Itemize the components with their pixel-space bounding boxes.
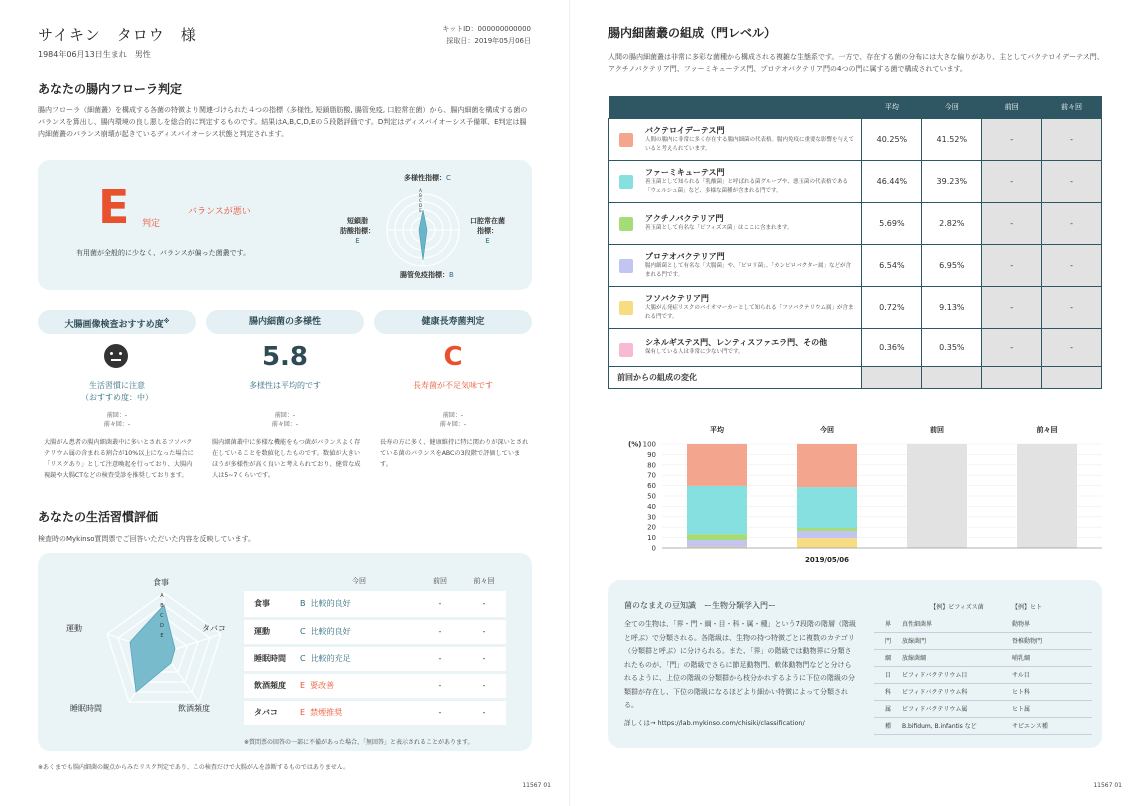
flora-radar-scale: A B C D E — [419, 188, 423, 213]
card-colon-desc: 大腸がん患者の腸内細菌叢中に多いとされるフソバクテリウム属の含まれる割合が10%以上になった場合に「リスクあり」として注意喚起を行っており、大腸内視鏡や大腸CTなどの検査受診を推奨しております。 — [44, 439, 194, 479]
life-radar-exercise: 運動 — [66, 624, 82, 633]
page-number: 11567 01 — [522, 782, 551, 789]
card-longevity-prev: 前回：- 前々回：- — [439, 412, 467, 428]
flora-balance: バランスが悪い — [188, 207, 251, 217]
life-title: あなたの生活習慣評価 — [38, 510, 159, 524]
page-number-right: 11567 01 — [1093, 782, 1122, 789]
table-row: タバコ E 禁煙推奨 - - — [244, 699, 506, 726]
trivia-link[interactable]: 詳しくは→ https://lab.mykinso.com/chisiki/classification/ — [624, 719, 805, 727]
flora-grade: E — [98, 180, 130, 234]
card-diversity-status: 多様性は平均的です — [249, 381, 321, 390]
x-category-label: 今回 — [820, 426, 834, 434]
bar-missing — [907, 444, 967, 548]
kit-info — [442, 23, 531, 47]
bar-segment — [797, 528, 857, 531]
diversity-value: 5.8 — [261, 342, 309, 372]
y-tick-label: 80 — [647, 461, 656, 470]
table-row: 界 真性細菌界 動物界 — [874, 615, 1092, 632]
x-category-label: 前回 — [930, 426, 944, 434]
flora-summary: 有用菌が全般的に少なく、バランスが偏った菌叢です。 — [76, 249, 251, 257]
radar-bottom-label: 腸管免疫指標：B — [400, 271, 454, 279]
bar-segment — [797, 531, 857, 538]
y-axis-label: (%) — [628, 440, 642, 449]
flora-grade-suffix: 判定 — [142, 219, 161, 229]
composition-desc: 人間の腸内細菌叢は非常に多彩な菌種から構成される複雑な生態系です。一方で、存在する菌の分布には大きな偏りがあり、主としてバクテロイデーテス門、アクチノバクテリア門、ファーミキューテス門、プロテオバクテリア門の4つの門に属する菌で構成されています。 — [608, 53, 1104, 73]
life-radar-food: 食事 — [153, 578, 169, 587]
card-colon-title: 大腸画像検査おすすめ度※ — [38, 310, 196, 334]
swatch-firmicutes — [619, 175, 633, 189]
table-row: ファーミキューテス門 善玉菌として知られる「乳酸菌」と呼ばれる菌グループや、悪玉菌の代表格である「ウェルシュ菌」など、多様な菌種が含まれる門です。 46.44% 39.23% - - — [609, 160, 1102, 202]
table-row: シネルギステス門、レンティスファエラ門、その他 保有している人は非常に少ない門です。 0.36% 0.35% - - — [609, 328, 1102, 366]
table-row: 睡眠時間 C 比較的充足 - - — [244, 645, 506, 672]
flora-title: あなたの腸内フローラ判定 — [38, 82, 183, 96]
bar-missing — [1017, 444, 1077, 548]
composition-table: 平均 今回 前回 前々回 バクテロイデーテス門 人間の腸内に非常に多く存在する腸内細菌の代表格。腸内免疫に重要な影響を与えていると考えられています。 40.25% 41.52% - - ファーミキューテス門 善玉菌として知られる「乳酸菌」と呼ばれる菌グループや、悪玉菌の代表格である「ウェルシュ菌」など、多様な菌種が含まれる門です。 46.44% 39.23% - - アクチノバクテリア門 善玉菌として有名な「ビフィズス菌」はここに含まれます。 5.69% 2.82% - - プロテオバクテリア門 腸内細菌として有名な「大腸菌」や、「ピロリ菌」、「カンピロバクター属」などが含まれる門です。 6.54% 6.95% - - フソバクテリア門 大腸がん発症リスクのバイオマーカーとして知られる「フソバクテリウム属」が含まれる門です。 0.72% 9.13% - - シネルギステス門、レンティスファエラ門、その他 保有している人は非常に少ない門です。 0.36% 0.35% - - 前回からの組成の変化 — [608, 96, 1102, 389]
y-tick-label: 100 — [642, 440, 656, 449]
bar-segment — [687, 540, 747, 547]
neutral-face-icon — [104, 344, 128, 368]
x-category-label: 前々回 — [1036, 426, 1058, 434]
table-row: プロテオバクテリア門 腸内細菌として有名な「大腸菌」や、「ピロリ菌」、「カンピロバクター属」などが含まれる門です。 6.54% 6.95% - - — [609, 244, 1102, 286]
radar-left-label: 短鎖脂 肪酸指標： E — [340, 217, 375, 245]
taxonomy-table: 【例】ビフィズス菌 【例】ヒト 界 真性細菌界 動物界 門 放線菌門 脊椎動物門 綱 放線菌綱 哺乳綱 目 ビフィドバクテリウム目 サル目 科 ビフィドバクテリウム科 ヒト科 属 ビフィドバクテリウム属 ヒト属 種 B.bifidum, B.infantis など サピエンス種 — [874, 598, 1092, 735]
y-tick-label: 90 — [647, 450, 656, 459]
card-longevity-status: 長寿菌が不足気味です — [413, 381, 493, 390]
bar-segment — [797, 487, 857, 528]
table-row: 飲酒頻度 E 要改善 - - — [244, 672, 506, 699]
table-row: 科 ビフィドバクテリウム科 ヒト科 — [874, 683, 1092, 700]
kit-id: キットID：000000000000 — [442, 25, 531, 33]
x-axis-label: 2019/05/06 — [804, 556, 850, 564]
life-radar-sleep: 睡眠時間 — [70, 704, 102, 713]
flora-panel — [38, 160, 532, 290]
life-radar-tobacco: タバコ — [202, 624, 226, 633]
bar-segment — [687, 486, 747, 534]
y-tick-label: 0 — [651, 544, 656, 553]
table-row: 目 ビフィドバクテリウム目 サル目 — [874, 666, 1092, 683]
table-row: アクチノバクテリア門 善玉菌として有名な「ビフィズス菌」はここに含まれます。 5.69% 2.82% - - — [609, 202, 1102, 244]
card-colon-status: 生活習慣に注意 （おすすめ度：中） — [80, 381, 154, 402]
y-tick-label: 30 — [647, 513, 656, 522]
right-page — [570, 0, 1140, 806]
table-row: 属 ビフィドバクテリウム属 ヒト属 — [874, 700, 1092, 717]
flora-radar-chart — [383, 190, 463, 270]
radar-top-label: 多様性指標：C — [404, 174, 451, 182]
composition-bar-chart — [608, 418, 1108, 573]
life-panel — [38, 553, 532, 751]
life-radar-alcohol: 飲酒頻度 — [178, 704, 210, 713]
bar-segment — [687, 547, 747, 548]
table-row: 運動 C 比較的良好 - - — [244, 618, 506, 645]
patient-birth: 1984年06月13日生まれ 男性 — [38, 50, 151, 59]
swatch-fusobacteria — [619, 301, 633, 315]
y-tick-label: 50 — [647, 492, 656, 501]
y-tick-label: 70 — [647, 471, 656, 480]
longevity-grade: C — [443, 342, 463, 372]
footer-note: ※あくまでも腸内細菌の観点からみたリスク判定であり、この検査だけで大腸がんを診断するものではありません。 — [38, 764, 350, 771]
y-tick-label: 20 — [647, 523, 656, 532]
card-diversity-desc: 腸内細菌叢中に多様な機能をもつ菌がバランスよく存在していることを数値化したものです。数値が大きいほうが多様性が高く良いと考えられており、健常な成人は5~7くらいです。 — [212, 439, 361, 479]
bar-segment — [687, 534, 747, 540]
flora-desc: 腸内フローラ（細菌叢）を構成する各菌の特徴より関連づけられた４つの指標（多様性, 短鎖脂肪酸, 腸管免疫, 口腔常在菌）から、腸内細菌を構成する菌のバランスを算出し、腸内環境の良し悪しを総合的に判定するものです。結果はA,B,C,D,Eの５段階評価です。D判定はディスバイオーシス予備軍、E判定は腸内細菌叢のバランス崩壊が起きているディスバイオーシス状態と判定されます。 — [38, 106, 528, 138]
card-diversity-prev: 前回：- 前々回：- — [271, 412, 299, 428]
composition-title: 腸内細菌叢の組成（門レベル） — [608, 26, 777, 40]
table-row: バクテロイデーテス門 人間の腸内に非常に多く存在する腸内細菌の代表格。腸内免疫に重要な影響を与えていると考えられています。 40.25% 41.52% - - — [609, 118, 1102, 160]
y-tick-label: 40 — [647, 502, 656, 511]
table-row: 種 B.bifidum, B.infantis など サピエンス種 — [874, 717, 1092, 734]
bar-segment — [687, 444, 747, 486]
swatch-actinobacteria — [619, 217, 633, 231]
card-diversity-title: 腸内細菌の多様性 — [206, 310, 364, 334]
life-radar-scale: A B C D E — [160, 593, 164, 639]
life-table: 今回 前回 前々回 食事 B 比較的良好 - - 運動 C 比較的良好 - - 睡眠時間 C 比較的充足 - - 飲酒頻度 E 要改善 - - タバコ E 禁煙推奨 - - — [244, 571, 506, 728]
life-desc: 検査時のMykinso質問票でご回答いただいた内容を反映しています。 — [38, 535, 255, 543]
table-row: フソバクテリア門 大腸がん発症リスクのバイオマーカーとして知られる「フソバクテリウム属」が含まれる門です。 0.72% 9.13% - - — [609, 286, 1102, 328]
swatch-bacteroidetes — [619, 133, 633, 147]
trivia-panel — [608, 580, 1102, 748]
life-note: ※質問票の回答の一部に不備があった場合、「無回答」と表示されることがあります。 — [244, 739, 474, 746]
patient-name: サイキン タロウ 様 — [38, 26, 197, 44]
swatch-others — [619, 343, 633, 357]
table-row: 門 放線菌門 脊椎動物門 — [874, 632, 1092, 649]
y-tick-label: 10 — [647, 534, 656, 543]
swatch-proteobacteria — [619, 259, 633, 273]
radar-right-label: 口腔常在菌 指標： E — [470, 217, 505, 245]
x-category-label: 平均 — [710, 426, 724, 434]
card-longevity-title: 健康長寿菌判定 — [374, 310, 532, 334]
trivia-title: 菌のなまえの豆知識 ー生物分類学入門ー — [624, 601, 776, 610]
collect-date: 採取日：2019年05月06日 — [446, 37, 531, 45]
trivia-text: 全ての生物は、「界・門・綱・目・科・属・種」という7段階の階層（階級と呼ぶ）で分類される。各階級は、生物の持つ特徴ごとに複数のカテゴリ（分類群と呼ぶ）に分けられる。また、「界」の階級では動物界に分類されたものが、「門」の階級でさらに節足動物門、軟体動物門などと分けられるように、上位の階級の分類群から枝分かれするように下位の階級の分類群が存在し、下位の階級になるほどより細かい特徴によって分類される。 — [624, 620, 856, 709]
card-colon-prev: 前回：- 前々回：- — [103, 412, 131, 428]
table-row: 食事 B 比較的良好 - - — [244, 591, 506, 618]
table-row: 前回からの組成の変化 — [609, 366, 1102, 388]
bar-segment — [797, 444, 857, 487]
bar-segment — [797, 538, 857, 547]
card-longevity-desc: 長寿の方に多く、健康維持に特に関わりが深いとされている菌のバランスをABCの3段階で評価しています。 — [380, 439, 529, 468]
y-tick-label: 60 — [647, 482, 656, 491]
life-radar-chart — [94, 583, 234, 723]
table-row: 綱 放線菌綱 哺乳綱 — [874, 649, 1092, 666]
